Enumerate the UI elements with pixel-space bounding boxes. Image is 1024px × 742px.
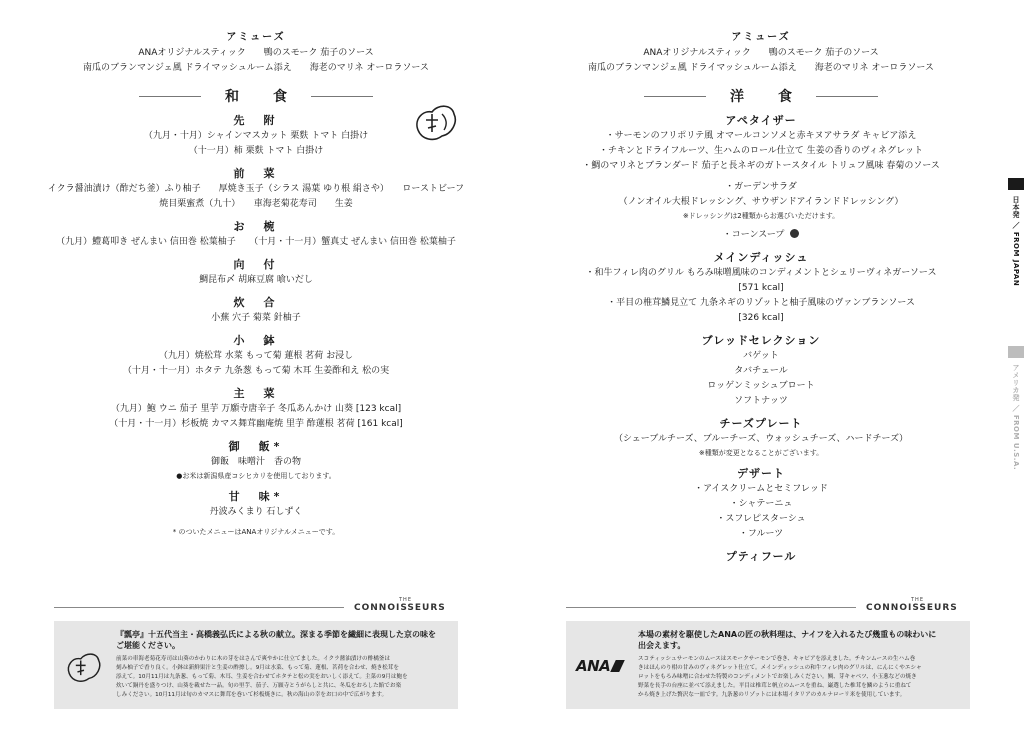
connoisseurs-header — [54, 597, 458, 617]
course-title: 主 菜 — [233, 387, 279, 400]
washoku-title: 和 食 — [225, 89, 297, 105]
course-title: メインディッシュ — [713, 251, 809, 264]
box-body-line: 刻み柚子で香り良く。小鉢は新鮮果汁と生姜の酢擦し。9月は水菜、もって菊、蓮根、茗荷を合わせ、焼き松茸を — [116, 665, 399, 671]
ana-logo-icon — [576, 657, 622, 675]
footnote: * のついたメニューはANAオリジナルメニューです。 — [172, 528, 340, 536]
course-item: （十月・十一月）杉板焼 カマス舞茸幽庵焼 里芋 酢蓮根 茗荷 [161 kcal] — [109, 419, 403, 429]
box-body-line: スコティッシュサーモンのムースはスモークサーモンで巻き、キャビアを添えました。チキンムースの生ハム巻 — [638, 656, 916, 662]
amuse-line: ANAオリジナルスティック 鴨のスモーク 茄子のソース — [138, 48, 374, 58]
course-title: 甘 味* — [228, 490, 284, 503]
tab-indicator — [1008, 178, 1024, 190]
box-body-line: しみください。10月11月は旬のカマスに舞茸を巻いて杉板焼きに。秋の海山の幸をお口の中で広がります。 — [116, 692, 388, 698]
dessert-item: ・シャテーニュ — [729, 499, 793, 509]
leaf-icon — [790, 229, 799, 238]
amuse-title: アミューズ — [226, 32, 286, 43]
course-title: 炊 合 — [233, 296, 279, 309]
box-lead — [638, 629, 936, 651]
hyotei-seal-icon — [412, 100, 460, 144]
chef-info-box — [566, 621, 970, 709]
tab-from-usa[interactable] — [1008, 346, 1024, 470]
box-body-line: 添えて。10月11月は九条葱、もって菊、木耳、生姜を合わせてホタテと松の実をおいしく添えて。主菜の9月は鮑を — [116, 674, 408, 680]
course-title: ブレッドセレクション — [701, 334, 821, 347]
section-heading — [512, 86, 1010, 106]
bread-item: ロッゲンミッシュブロート — [707, 381, 815, 391]
connoisseurs-logo: CONNOISSEURS — [866, 603, 958, 613]
bread-item: タバチェール — [734, 366, 788, 376]
course-item: （九月・十月）シャインマスカット 栗麩 トマト 白掛け — [143, 131, 369, 141]
western-menu-column — [512, 30, 1010, 565]
course-item: 小蕪 穴子 菊菜 針柚子 — [211, 313, 301, 323]
course-title: アペタイザー — [725, 114, 797, 127]
soup-label: ・コーンスープ — [722, 230, 785, 240]
connoisseurs-header — [566, 597, 970, 617]
box-body-line: から焼き上げた贅沢な一皿です。九条葱のリゾットには本場イタリアのカルナローリ米を使用しています。 — [638, 692, 906, 698]
box-body-line: ロットをもろみ味噌に合わせた特製のコンディメントでお楽しみください。鯛、芽キャベツ、小玉葱などの焼き — [638, 674, 917, 680]
course-item: ・鯛のマリネとブランダード 茄子と長ネギのガトースタイル トリュフ風味 春菊のソース — [582, 161, 940, 171]
course-item: （九月）鮑 ウニ 茄子 里芋 万願寺唐辛子 冬瓜あんかけ 山葵 [123 kcal] — [110, 404, 402, 414]
course-kcal: [326 kcal] — [738, 313, 784, 323]
course-item: （シェーブルチーズ、ブルーチーズ、ウォッシュチーズ、ハードチーズ） — [613, 434, 909, 444]
dessert-item: ・アイスクリームとセミフレッド — [694, 484, 828, 494]
course-title: 向 付 — [233, 258, 279, 271]
course-item: イクラ醤油漬け（酢だち釜）ふり柚子 厚焼き玉子（シラス 湯葉 ゆり根 絹さや） ローストビーフ — [47, 184, 465, 194]
course-title: プティフール — [725, 550, 797, 563]
course-title: デザート — [737, 467, 785, 480]
menu-page-western — [512, 0, 1010, 742]
amuse-line: 南瓜のブランマンジェ風 ドライマッシュルーム添え 海老のマリネ オーロラソース — [83, 63, 429, 73]
heading-rule — [816, 96, 878, 97]
course-item: 焼目栗蜜煮（九十） 車海老菊花寿司 生姜 — [159, 199, 353, 209]
connoisseurs-rule — [54, 607, 344, 608]
heading-rule — [139, 96, 201, 97]
box-body — [116, 655, 408, 700]
dessert-item: ・スフレピスターシュ — [716, 514, 806, 524]
connoisseurs-logo: CONNOISSEURS — [354, 603, 446, 613]
course-item: ・平目の椎茸鱗見立て 九条ネギのリゾットと柚子風味のヴァンブランソース — [607, 298, 915, 308]
course-note: ※種類が変更となることがございます。 — [698, 449, 824, 457]
course-item: （十一月）柿 栗麩 トマト 白掛け — [188, 146, 324, 156]
box-body-line: 野菜を長手の台座に並べて添えました。平目は椎茸と帆立のムースを重ね、巌選した椎茸を鱗のように重ねて — [638, 683, 912, 689]
course-kcal: [571 kcal] — [738, 283, 784, 293]
box-body — [638, 655, 922, 700]
course-item: ・和牛フィレ肉のグリル もろみ味噌風味のコンディメントとシェリーヴィネガーソース — [585, 268, 937, 278]
course-title: 前 菜 — [233, 167, 279, 180]
amuse-title: アミューズ — [731, 32, 791, 43]
chef-info-box — [54, 621, 458, 709]
heading-rule — [644, 96, 706, 97]
tab-from-japan[interactable] — [1008, 178, 1024, 286]
course-item: 丹波みくまり 石しずく — [209, 507, 303, 517]
course-title: お 椀 — [233, 220, 279, 233]
course-item: 鯛昆布〆 胡麻豆腐 喰いだし — [199, 275, 313, 285]
course-item: ・ガーデンサラダ — [725, 182, 797, 192]
ana-logo-text: ANA — [576, 657, 611, 675]
course-item: （十月・十一月）ホタテ 九条葱 もって菊 木耳 生姜酢和え 松の実 — [122, 366, 390, 376]
course-item: 御飯 味噌汁 香の物 — [210, 457, 301, 467]
course-title: 先 附 — [233, 114, 279, 127]
box-body-line: きはほんのり柑の甘みのヴィネグレット仕立て。メインディッシュの和牛フィレ肉のグリルは、にんにくやエシャ — [638, 665, 922, 671]
box-lead-line: 出会えます。 — [638, 641, 686, 650]
course-note: ※ドレッシングは2種類からお選びいただけます。 — [682, 212, 840, 220]
amuse-line: 南瓜のブランマンジェ風 ドライマッシュルーム添え 海老のマリネ オーロラソース — [588, 63, 934, 73]
box-body-line: 前菜の車海老菊花寿司は山葵のかわりに木の芽をはさんで爽やかに仕立てました。イクラ醤油漬けの酢橘釜は — [116, 656, 390, 662]
course-item: （九月）焼松茸 水菜 もって菊 蓮根 茗荷 お浸し — [158, 351, 354, 361]
course-item: （ノンオイル大根ドレッシング、サウザンドアイランドドレッシング） — [618, 197, 904, 207]
course-title: チーズプレート — [719, 417, 803, 430]
yoshoku-title: 洋 食 — [730, 89, 802, 105]
bread-item: ソフトナッツ — [734, 396, 788, 406]
course-title: 御 飯* — [228, 440, 284, 453]
box-body-line: 炊いて銅丹を盛りつけ、山葵を載せた一品。旬の里芋、茄子、万願寺とうがらしと共に、冬瓜をおろした餡でお楽 — [116, 683, 402, 689]
amuse-line: ANAオリジナルスティック 鴨のスモーク 茄子のソース — [643, 48, 879, 58]
heading-rule — [311, 96, 373, 97]
hyotei-logo-icon — [64, 649, 104, 685]
tab-label: 日本発 ／ FROM JAPAN — [1012, 196, 1020, 287]
tab-indicator — [1008, 346, 1024, 358]
connoisseurs-rule — [566, 607, 856, 608]
course-item: ・チキンとドライフルーツ、生ハムのロール仕立て 生姜の香りのヴィネグレット — [598, 146, 924, 156]
dessert-item: ・フルーツ — [738, 529, 784, 539]
course-title: 小 鉢 — [233, 334, 279, 347]
connoisseurs-the: THE — [911, 597, 924, 603]
tab-label: アメリカ発 ／ FROM U.S.A. — [1012, 364, 1020, 471]
bread-item: バゲット — [743, 351, 779, 361]
course-note: ●お米は新潟県産コシヒカリを使用しております。 — [176, 472, 336, 480]
course-item: ・サーモンのフリポリテ風 オマールコンソメと赤キヌアサラダ キャビア添え — [605, 131, 917, 141]
connoisseurs-the: THE — [399, 597, 412, 603]
box-lead-line: 『瓢亭』十五代当主・高橋義弘氏による秋の献立。深まる季節を繊細に表現した京の味を — [116, 630, 436, 639]
box-lead-line: 本場の素材を駆使したANAの匠の秋料理は、ナイフを入れるたび幾重もの味わいに — [638, 630, 937, 639]
course-item: （九月）鱧葛叩き ぜんまい 信田巻 松葉柚子 （十月・十一月）蟹真丈 ぜんまい 信田巻 松葉柚子 — [56, 237, 456, 247]
box-lead — [116, 629, 436, 651]
soup-item — [512, 228, 1010, 243]
box-lead-line: ご堪能ください。 — [116, 641, 180, 650]
